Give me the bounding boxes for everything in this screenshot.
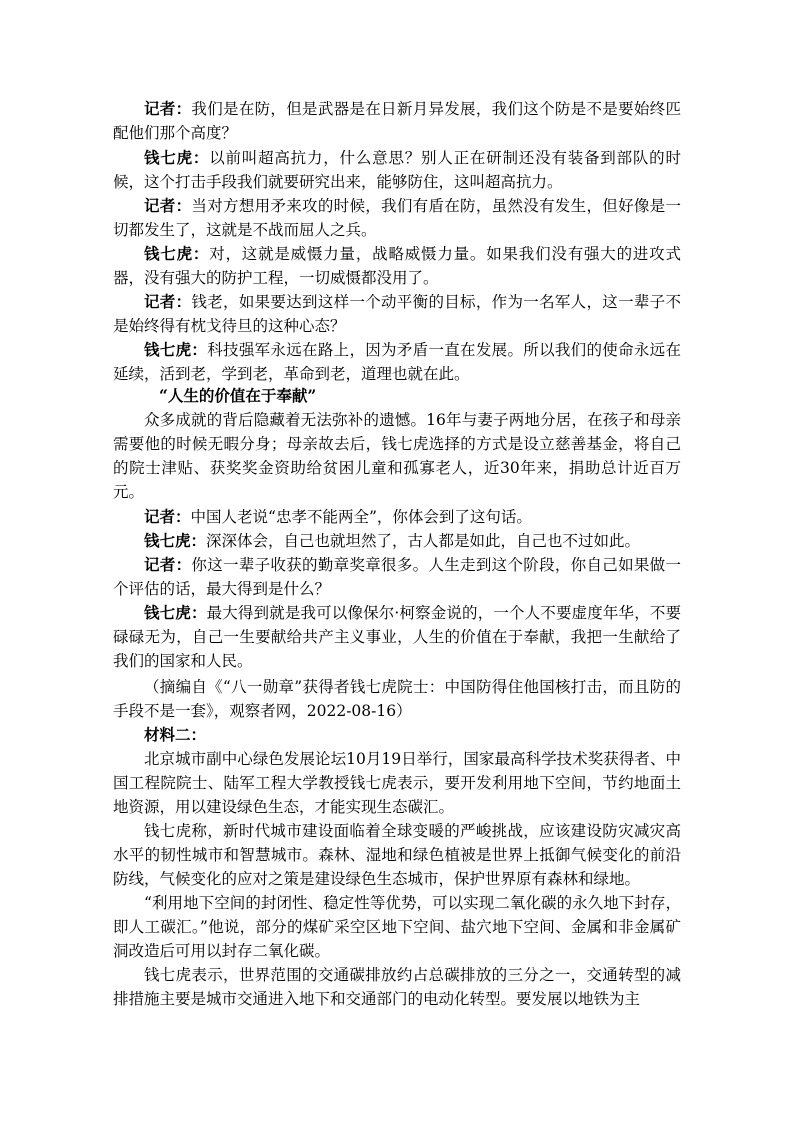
paragraph-11 [113, 553, 681, 601]
speaker-label: 记者： [144, 292, 192, 311]
speaker-label: 记者： [144, 507, 191, 526]
speaker-label: 记者： [144, 555, 192, 574]
paragraph-10 [113, 529, 681, 553]
paragraph-text: 我们是在防，但是武器是在日新月异发展，我们这个防是不是要始终匹配他们那个高度？ [113, 100, 681, 142]
paragraph-6 [113, 338, 681, 386]
speaker-label: 钱七虎： [144, 244, 210, 263]
paragraph-text: 钱老，如果要达到这样一个动平衡的目标，作为一名军人，这一辈子不是始终得有枕戈待旦的这种心态？ [113, 293, 681, 335]
speaker-label: 钱七虎： [144, 603, 207, 622]
section-heading-value-of-life: “人生的价值在于奉献” [159, 386, 317, 405]
paragraph-text: 当对方想用矛来攻的时候，我们有盾在防，虽然没有发生，但好像是一切都发生了，这就是不战而屈人之兵。 [113, 197, 681, 239]
paragraph-5 [113, 290, 681, 338]
paragraph-narrative: 众多成就的背后隐藏着无法弥补的遗憾。16年与妻子两地分居，在孩子和母亲需要他的时候无暇分身；母亲故去后，钱七虎选择的方式是设立慈善基金，将自己的院士津贴、获奖奖金资助给贫困儿童和孤寡老人，近30年来，捐助总计近百万元。 [113, 411, 681, 501]
paragraph-carbon-storage: “利用地下空间的封闭性、稳定性等优势，可以实现二氧化碳的永久地下封存，即人工碳汇。”他说，部分的煤矿采空区地下空间、盐穴地下空间、金属和非金属矿洞改造后可用以封存二氧化碳。 [113, 894, 681, 960]
speaker-label: 钱七虎： [144, 148, 210, 167]
paragraph-text: 中国人老说“忠孝不能两全”，你体会到了这句话。 [190, 508, 532, 526]
section-heading-material-two: 材料二： [144, 725, 207, 744]
paragraph-text: 深深体会，自己也就坦然了，古人都是如此，自己也不过如此。 [206, 532, 641, 550]
speaker-label: 钱七虎： [144, 340, 208, 359]
paragraph-text: 科技强军永远在路上，因为矛盾一直在发展。所以我们的使命永远在延续，活到老，学到老，革命到老，道理也就在此。 [113, 341, 681, 383]
paragraph-3 [113, 194, 681, 242]
paragraph-text: 最大得到就是我可以像保尔·柯察金说的，一个人不要虚度年华，不要碌碌无为，自己一生要献给共产主义事业，人生的价值在于奉献，我把一生献给了我们的国家和人民。 [113, 604, 681, 670]
speaker-label: 记者： [144, 196, 192, 215]
source-citation: （摘编自《“八一勋章”获得者钱七虎院士：中国防得住他国核打击，而且防的手段不是一套》，观察者网，2022-08-16） [113, 678, 681, 720]
speaker-label: 钱七虎： [144, 531, 207, 550]
paragraph-text: 对，这就是威慑力量，战略威慑力量。如果我们没有强大的进攻式器，没有强大的防护工程，一切威慑都没用了。 [113, 245, 681, 287]
paragraph-1 [113, 97, 681, 145]
paragraph-forum: 北京城市副中心绿色发展论坛10月19日举行，国家最高科学技术奖获得者、中国工程院院士、陆军工程大学教授钱七虎表示，要开发利用地下空间，节约地面土地资源，用以建设绿色生态，才能实现生态碳汇。 [113, 750, 681, 816]
paragraph-text: 你这一辈子收获的勤章奖章很多。人生走到这个阶段，你自己如果做一个评估的话，最大得到是什么？ [113, 556, 681, 598]
paragraph-transport: 钱七虎表示，世界范围的交通碳排放约占总碳排放的三分之一，交通转型的减排措施主要是城市交通进入地下和交通部门的电动化转型。要发展以地铁为主 [113, 966, 681, 1008]
paragraph-4 [113, 242, 681, 290]
paragraph-climate: 钱七虎称，新时代城市建设面临着全球变暖的严峻挑战，应该建设防灾减灾高水平的韧性城市和智慧城市。森林、湿地和绿色植被是世界上抵御气候变化的前沿防线，气候变化的应对之策是建设绿色生态城市，保护世界原有森林和绿地。 [113, 822, 681, 888]
paragraph-text: 以前叫超高抗力，什么意思？别人正在研制还没有装备到部队的时候，这个打击手段我们就要研究出来，能够防住，这叫超高抗力。 [113, 149, 681, 191]
paragraph-2 [113, 146, 681, 194]
speaker-label: 记者： [144, 99, 192, 118]
paragraph-12 [113, 601, 681, 673]
paragraph-9 [113, 505, 681, 529]
